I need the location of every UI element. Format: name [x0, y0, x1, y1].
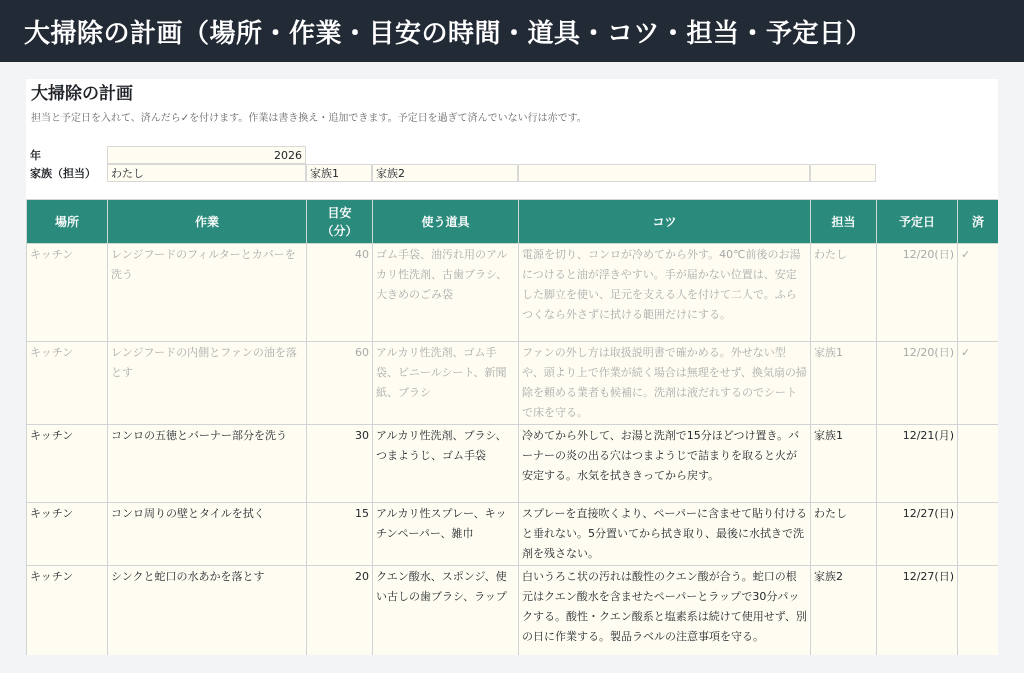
- column-header-place: 場所: [27, 200, 108, 244]
- place-cell[interactable]: キッチン: [27, 566, 108, 656]
- tips-cell[interactable]: スプレーを直接吹くより、ペーパーに含ませて貼り付けると垂れない。5分置いてから拭き取り、最後に水拭きで洗剤を残さない。: [519, 503, 811, 566]
- family-member-input[interactable]: [518, 164, 810, 182]
- year-row: [26, 146, 876, 164]
- table-row: [27, 425, 999, 503]
- done-checkbox-cell[interactable]: [958, 425, 999, 503]
- minutes-cell[interactable]: 15: [307, 503, 373, 566]
- column-header-done: 済: [958, 200, 999, 244]
- place-cell[interactable]: キッチン: [27, 425, 108, 503]
- column-header-tips: コツ: [519, 200, 811, 244]
- task-cell[interactable]: シンクと蛇口の水あかを落とす: [108, 566, 307, 656]
- sheet-title: 大掃除の計画: [31, 84, 133, 104]
- family-member-input[interactable]: 家族2: [372, 164, 518, 182]
- task-table: [26, 199, 998, 655]
- assignee-cell[interactable]: 家族1: [811, 342, 877, 425]
- column-header-task: 作業: [108, 200, 307, 244]
- place-cell[interactable]: キッチン: [27, 244, 108, 342]
- column-header-tools: 使う道具: [373, 200, 519, 244]
- place-cell[interactable]: キッチン: [27, 342, 108, 425]
- tips-cell[interactable]: ファンの外し方は取扱説明書で確かめる。外せない型や、頭より上で作業が続く場合は無理をせず、換気扇の掃除を頼める業者も候補に。洗剤は液だれするのでシートで床を守る。: [519, 342, 811, 425]
- family-member-input[interactable]: 家族1: [306, 164, 372, 182]
- table-row: [27, 503, 999, 566]
- tips-cell[interactable]: 冷めてから外して、お湯と洗剤で15分ほどつけ置き。バーナーの炎の出る穴はつまようじで詰まりを取ると火が安定する。水気を拭ききってから戻す。: [519, 425, 811, 503]
- task-cell[interactable]: レンジフードの内側とファンの油を落とす: [108, 342, 307, 425]
- column-header-assignee: 担当: [811, 200, 877, 244]
- table-header-row: [27, 200, 999, 244]
- table-row: [27, 566, 999, 656]
- table-row: [27, 244, 999, 342]
- tools-cell[interactable]: アルカリ性洗剤、ブラシ、つまようじ、ゴム手袋: [373, 425, 519, 503]
- assignee-cell[interactable]: 家族1: [811, 425, 877, 503]
- app-title: 大掃除の計画（場所・作業・目安の時間・道具・コツ・担当・予定日）: [24, 18, 873, 49]
- date-cell[interactable]: 12/21(月): [877, 425, 958, 503]
- tools-cell[interactable]: アルカリ性スプレー、キッチンペーパー、雑巾: [373, 503, 519, 566]
- task-cell[interactable]: コンロ周りの壁とタイルを拭く: [108, 503, 307, 566]
- minutes-cell[interactable]: 30: [307, 425, 373, 503]
- meta-panel: [26, 146, 876, 182]
- tools-cell[interactable]: クエン酸水、スポンジ、使い古しの歯ブラシ、ラップ: [373, 566, 519, 656]
- date-cell[interactable]: 12/20(日): [877, 342, 958, 425]
- done-checkbox-cell[interactable]: ✓: [958, 244, 999, 342]
- table-row: [27, 342, 999, 425]
- date-cell[interactable]: 12/20(日): [877, 244, 958, 342]
- minutes-cell[interactable]: 20: [307, 566, 373, 656]
- done-checkbox-cell[interactable]: ✓: [958, 342, 999, 425]
- done-checkbox-cell[interactable]: [958, 566, 999, 656]
- minutes-cell[interactable]: 40: [307, 244, 373, 342]
- date-cell[interactable]: 12/27(日): [877, 566, 958, 656]
- app-header: [0, 0, 1024, 62]
- assignee-cell[interactable]: 家族2: [811, 566, 877, 656]
- family-label: 家族（担当）: [30, 167, 96, 180]
- tips-cell[interactable]: 電源を切り、コンロが冷めてから外す。40℃前後のお湯につけると油が浮きやすい。手が届かない位置は、安定した脚立を使い、足元を支える人を付けて二人で。ふらつくなら外さずに拭ける範囲だけにする。: [519, 244, 811, 342]
- task-cell[interactable]: コンロの五徳とバーナー部分を洗う: [108, 425, 307, 503]
- assignee-cell[interactable]: わたし: [811, 244, 877, 342]
- date-cell[interactable]: 12/27(日): [877, 503, 958, 566]
- assignee-cell[interactable]: わたし: [811, 503, 877, 566]
- done-checkbox-cell[interactable]: [958, 503, 999, 566]
- family-member-input[interactable]: [810, 164, 876, 182]
- tools-cell[interactable]: アルカリ性洗剤、ゴム手袋、ビニールシート、新聞紙、ブラシ: [373, 342, 519, 425]
- tools-cell[interactable]: ゴム手袋、油汚れ用のアルカリ性洗剤、古歯ブラシ、大きめのごみ袋: [373, 244, 519, 342]
- column-header-minutes: 目安 （分）: [307, 200, 373, 244]
- minutes-cell[interactable]: 60: [307, 342, 373, 425]
- place-cell[interactable]: キッチン: [27, 503, 108, 566]
- year-input[interactable]: 2026: [107, 146, 306, 164]
- sheet: [26, 79, 998, 655]
- year-label: 年: [30, 149, 41, 162]
- tips-cell[interactable]: 白いうろこ状の汚れは酸性のクエン酸が合う。蛇口の根元はクエン酸水を含ませたペーパーとラップで30分パックする。酸性・クエン酸系と塩素系は続けて使用せず、別の日に作業する。製品ラベルの注意事項を守る。: [519, 566, 811, 656]
- sheet-description: 担当と予定日を入れて、済んだら✓を付けます。作業は書き換え・追加できます。予定日を過ぎて済んでいない行は赤です。: [31, 113, 587, 124]
- family-row: [26, 164, 876, 182]
- family-member-input[interactable]: わたし: [107, 164, 306, 182]
- task-cell[interactable]: レンジフードのフィルターとカバーを洗う: [108, 244, 307, 342]
- column-header-date: 予定日: [877, 200, 958, 244]
